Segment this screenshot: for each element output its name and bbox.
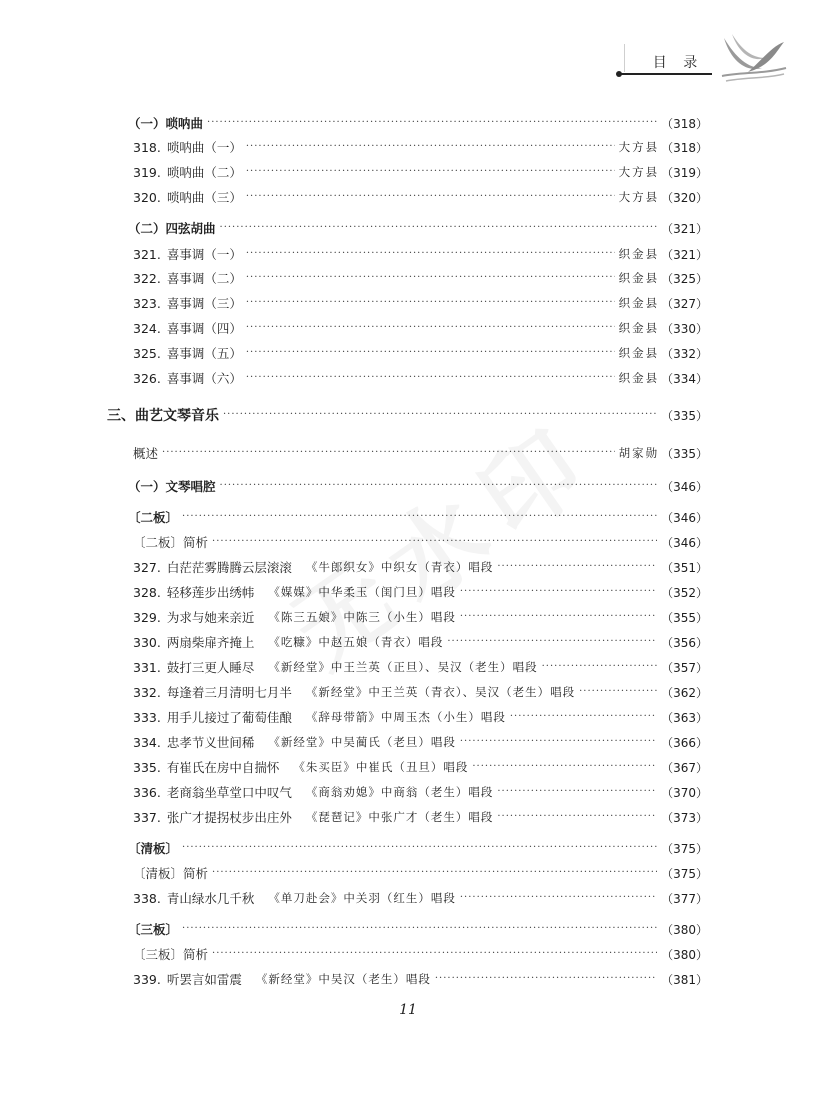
dot-leader — [212, 863, 657, 883]
entry-description: 《吃糠》中赵五娘（青衣）唱段 — [268, 635, 444, 649]
dot-leader — [207, 113, 657, 133]
toc-subsection — [128, 476, 708, 496]
dot-leader — [162, 443, 615, 463]
dot-leader — [246, 318, 615, 338]
entry-title: 唢呐曲（二） — [166, 165, 242, 180]
entry-page: （320） — [661, 190, 708, 205]
page-number: 11 — [399, 1002, 417, 1018]
entry-page: （377） — [661, 891, 708, 906]
toc-entry — [133, 807, 708, 827]
toc-entry — [133, 607, 708, 627]
toc-entry — [133, 782, 708, 802]
entry-page: （370） — [661, 785, 708, 800]
entry-number: 327. — [133, 559, 161, 575]
entry-title: 青山绿水几千秋 — [166, 891, 255, 906]
entry-number: 319. — [133, 164, 161, 180]
entry-title: 为求与她来亲近 — [166, 610, 255, 625]
entry-number: 337. — [133, 809, 161, 825]
entry-number: 338. — [133, 890, 161, 906]
entry-number: 320. — [133, 189, 161, 205]
entry-number: 323. — [133, 295, 161, 311]
entry-author: 织金县 — [618, 346, 660, 360]
toc-entry — [133, 969, 708, 989]
entry-page: （318） — [661, 116, 708, 131]
entry-title: 唢呐曲（一） — [166, 140, 242, 155]
entry-page: （373） — [661, 810, 708, 825]
entry-title: 〔清板〕 — [128, 841, 179, 856]
dot-leader — [246, 368, 615, 388]
dot-leader — [220, 476, 658, 496]
entry-page: （332） — [661, 346, 708, 361]
toc-entry — [133, 944, 708, 964]
toc-entry — [133, 888, 708, 908]
entry-title: 唢呐曲（三） — [166, 190, 242, 205]
entry-number: 321. — [133, 246, 161, 262]
entry-page: （346） — [661, 510, 708, 525]
toc-subsection — [128, 113, 708, 133]
entry-title: 〔二板〕简析 — [133, 535, 209, 550]
entry-description: 《媒媒》中华柔玉（闺门旦）唱段 — [268, 585, 456, 599]
toc-entry — [133, 268, 708, 288]
entry-number: 334. — [133, 734, 161, 750]
entry-page: （363） — [661, 710, 708, 725]
entry-page: （357） — [661, 660, 708, 675]
entry-author: 大方县 — [618, 140, 660, 154]
entry-description: 《单刀赴会》中关羽（红生）唱段 — [268, 891, 456, 905]
entry-title: 喜事调（五） — [166, 346, 242, 361]
entry-number: 326. — [133, 370, 161, 386]
entry-number: 331. — [133, 659, 161, 675]
entry-description: 《辞母带箭》中周玉杰（小生）唱段 — [305, 710, 506, 724]
dot-leader — [472, 757, 657, 777]
entry-number: 325. — [133, 345, 161, 361]
toc-entry — [133, 863, 708, 883]
entry-title: 喜事调（四） — [166, 321, 242, 336]
entry-page: （375） — [661, 866, 708, 881]
entry-page: （319） — [661, 165, 708, 180]
entry-number: 328. — [133, 584, 161, 600]
dot-leader — [497, 807, 657, 827]
entry-page: （366） — [661, 735, 708, 750]
dot-leader — [246, 293, 615, 313]
toc-subsection — [128, 838, 708, 858]
toc-entry — [133, 187, 708, 207]
toc-entry — [133, 682, 708, 702]
entry-title: 用手儿接过了葡萄佳酿 — [166, 710, 292, 725]
entry-page: （325） — [661, 271, 708, 286]
entry-author: 织金县 — [618, 296, 660, 310]
dot-leader — [579, 682, 657, 702]
toc-section — [107, 405, 708, 425]
dot-leader — [435, 969, 657, 989]
toc-entry — [133, 162, 708, 182]
entry-title: 有崔氏在房中自揣怀 — [166, 760, 280, 775]
entry-author: 织金县 — [618, 321, 660, 335]
entry-page: （367） — [661, 760, 708, 775]
entry-number: 339. — [133, 971, 161, 987]
entry-number: 329. — [133, 609, 161, 625]
toc-entry — [133, 757, 708, 777]
entry-title: 老商翁坐草堂口中叹气 — [166, 785, 292, 800]
entry-page: （335） — [661, 446, 708, 461]
dot-leader — [182, 919, 657, 939]
dot-leader — [447, 632, 657, 652]
entry-title: （一）唢呐曲 — [128, 116, 204, 131]
toc-entry — [133, 293, 708, 313]
entry-author: 织金县 — [618, 371, 660, 385]
toc-subsection — [128, 507, 708, 527]
entry-page: （334） — [661, 371, 708, 386]
entry-page: （380） — [661, 947, 708, 962]
dot-leader — [460, 582, 657, 602]
entry-page: （346） — [661, 535, 708, 550]
dot-leader — [460, 888, 657, 908]
entry-number: 333. — [133, 709, 161, 725]
dot-leader — [542, 657, 657, 677]
dot-leader — [246, 187, 615, 207]
entry-title: 每逢着三月清明七月半 — [166, 685, 292, 700]
entry-page: （355） — [661, 610, 708, 625]
entry-title: 喜事调（三） — [166, 296, 242, 311]
dot-leader — [460, 732, 657, 752]
entry-number: 336. — [133, 784, 161, 800]
entry-title: 白茫茫雾腾腾云层滚滚 — [166, 560, 292, 575]
entry-description: 《新经堂》中吴蔺氏（老旦）唱段 — [268, 735, 456, 749]
entry-description: 《新经堂》中王兰英（青衣）、吴汉（老生）唱段 — [305, 685, 576, 699]
toc-entry — [133, 244, 708, 264]
entry-title: （一）文琴唱腔 — [128, 479, 216, 494]
toc-entry — [133, 318, 708, 338]
entry-page: （346） — [661, 479, 708, 494]
dot-leader — [246, 268, 615, 288]
entry-author: 织金县 — [618, 247, 660, 261]
dot-leader — [497, 557, 657, 577]
toc-entry — [133, 707, 708, 727]
entry-number: 330. — [133, 634, 161, 650]
entry-title: 〔三板〕简析 — [133, 947, 209, 962]
entry-page: （352） — [661, 585, 708, 600]
dot-leader — [497, 782, 657, 802]
entry-number: 335. — [133, 759, 161, 775]
toc-entry — [133, 137, 708, 157]
entry-description: 《琵琶记》中张广才（老生）唱段 — [305, 810, 494, 824]
entry-page: （321） — [661, 247, 708, 262]
entry-page: （351） — [661, 560, 708, 575]
entry-title: 〔二板〕 — [128, 510, 179, 525]
entry-title: 喜事调（二） — [166, 271, 242, 286]
entry-page: （381） — [661, 972, 708, 987]
dot-leader — [182, 838, 657, 858]
dot-leader — [246, 343, 615, 363]
entry-title: 三、曲艺文琴音乐 — [107, 408, 219, 424]
entry-description: 《新经堂》中吴汉（老生）唱段 — [255, 972, 431, 986]
dot-leader — [220, 218, 658, 238]
entry-title: 〔清板〕简析 — [133, 866, 209, 881]
entry-number: 332. — [133, 684, 161, 700]
entry-page: （321） — [661, 221, 708, 236]
entry-number: 322. — [133, 270, 161, 286]
toc-entry — [133, 443, 708, 463]
dot-leader — [182, 507, 657, 527]
entry-author: 大方县 — [618, 190, 660, 204]
header-title: 目 录 — [652, 55, 704, 71]
entry-number: 318. — [133, 139, 161, 155]
toc-entry — [133, 557, 708, 577]
dot-leader — [510, 707, 657, 727]
entry-title: 两扇柴扉齐掩上 — [166, 635, 255, 650]
entry-number: 324. — [133, 320, 161, 336]
entry-description: 《新经堂》中王兰英（正旦）、吴汉（老生）唱段 — [268, 660, 538, 674]
entry-title: 喜事调（六） — [166, 371, 242, 386]
dot-leader — [223, 405, 657, 425]
toc-subsection — [128, 919, 708, 939]
toc-entry — [133, 368, 708, 388]
entry-author: 大方县 — [618, 165, 660, 179]
entry-title: 张广才提拐杖步出庄外 — [166, 810, 292, 825]
dot-leader — [246, 162, 615, 182]
entry-description: 《朱买臣》中崔氏（丑旦）唱段 — [293, 760, 469, 774]
entry-page: （375） — [661, 841, 708, 856]
entry-title: 鼓打三更人睡尽 — [166, 660, 255, 675]
dot-leader — [212, 532, 657, 552]
entry-title: 喜事调（一） — [166, 247, 242, 262]
entry-title: 轻移莲步出绣帏 — [166, 585, 255, 600]
toc-entry — [133, 657, 708, 677]
entry-page: （335） — [661, 408, 708, 423]
toc-subsection — [128, 218, 708, 238]
entry-title: （二）四弦胡曲 — [128, 221, 216, 236]
dot-leader — [246, 244, 615, 264]
entry-page: （318） — [661, 140, 708, 155]
entry-page: （362） — [661, 685, 708, 700]
toc-entry — [133, 582, 708, 602]
entry-page: （327） — [661, 296, 708, 311]
entry-page: （380） — [661, 922, 708, 937]
dot-leader — [460, 607, 657, 627]
entry-author: 胡家勋 — [618, 446, 660, 460]
entry-description: 《商翁劝媳》中商翁（老生）唱段 — [305, 785, 494, 799]
dot-leader — [212, 944, 657, 964]
entry-title: 忠孝节义世间稀 — [166, 735, 255, 750]
toc-entry — [133, 532, 708, 552]
entry-title: 听罢言如雷震 — [166, 972, 242, 987]
entry-title: 〔三板〕 — [128, 922, 179, 937]
toc-entry — [133, 732, 708, 752]
entry-title: 概述 — [133, 446, 159, 461]
toc-entry — [133, 632, 708, 652]
entry-page: （356） — [661, 635, 708, 650]
dot-leader — [246, 137, 615, 157]
entry-description: 《牛郎织女》中织女（青衣）唱段 — [305, 560, 494, 574]
toc-entry — [133, 343, 708, 363]
entry-description: 《陈三五娘》中陈三（小生）唱段 — [268, 610, 456, 624]
entry-page: （330） — [661, 321, 708, 336]
entry-author: 织金县 — [618, 271, 660, 285]
